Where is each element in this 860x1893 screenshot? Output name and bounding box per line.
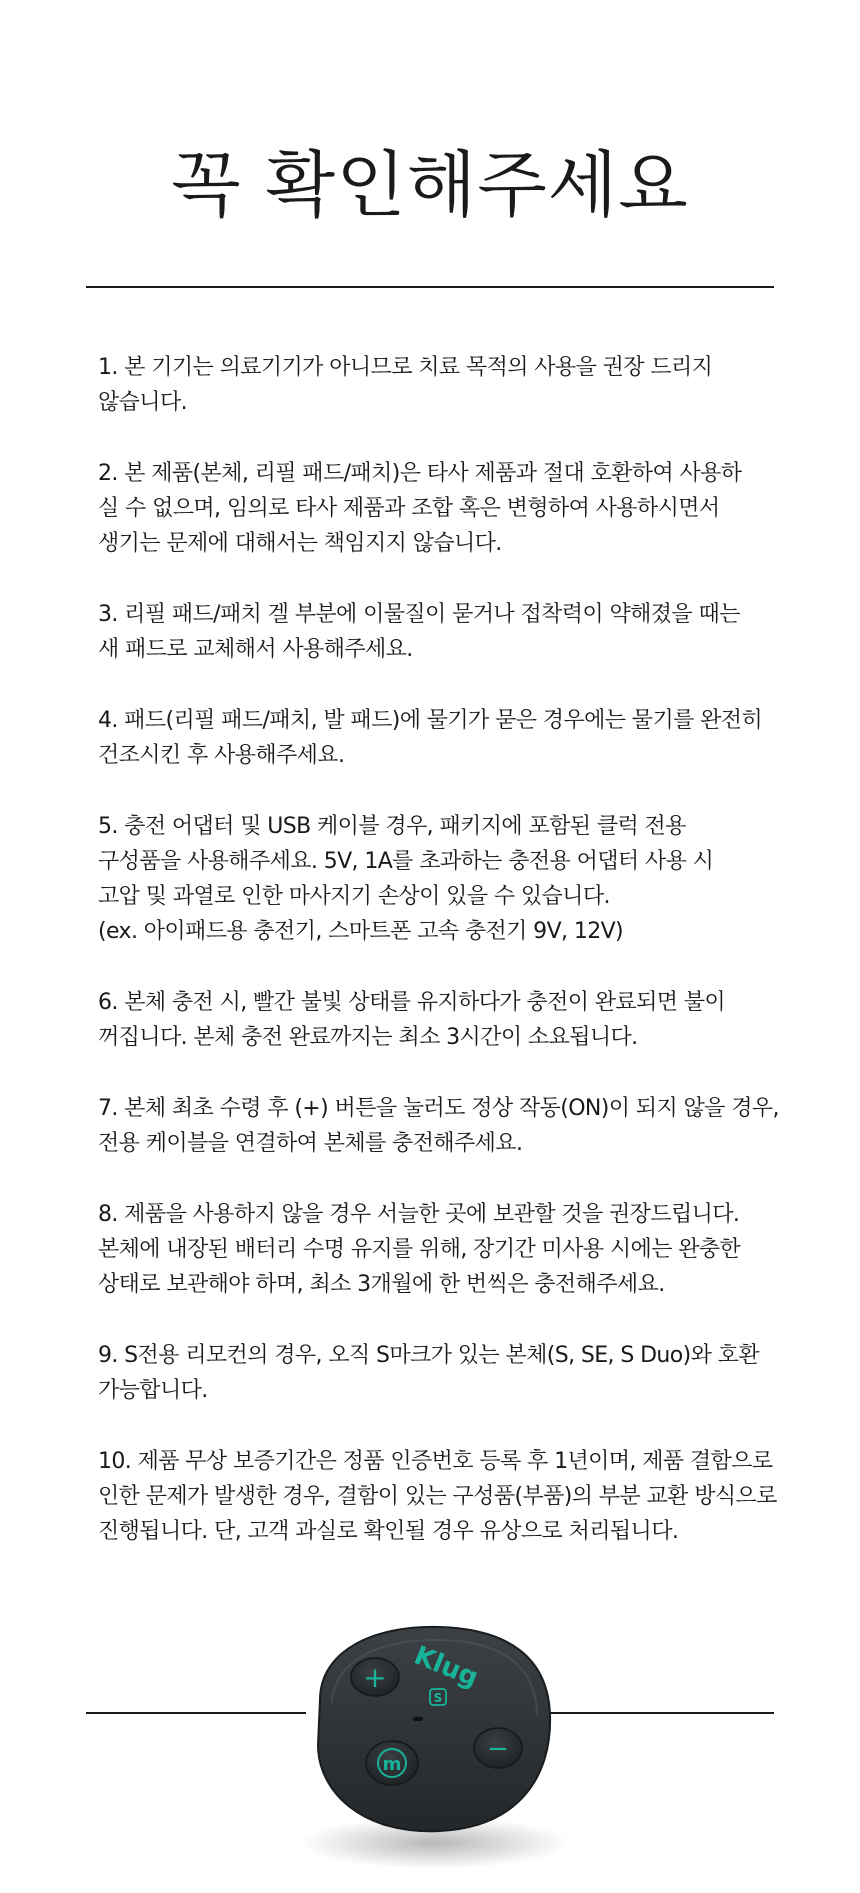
notice-item-4: 4. 패드(리필 패드/패치, 발 패드)에 물기가 묻은 경우에는 물기를 완전히 건조시킨 후 사용해주세요. bbox=[98, 708, 763, 768]
notice-item-9: 9. S전용 리모컨의 경우, 오직 S마크가 있는 본체(S, SE, S Duo)와 호환 가능합니다. bbox=[98, 1343, 759, 1403]
device-brand-logo: Klug bbox=[409, 1640, 483, 1694]
plus-button-label: + bbox=[363, 1661, 387, 1694]
bottom-divider-left bbox=[86, 1712, 306, 1714]
product-image-section bbox=[0, 1605, 860, 1893]
notice-list bbox=[98, 350, 810, 1585]
device-s-mark-label: S bbox=[433, 1691, 443, 1705]
notice-item-6: 6. 본체 충전 시, 빨간 불빛 상태를 유지하다가 충전이 완료되면 불이 꺼집니다. 본체 충전 완료까지는 최소 3시간이 소요됩니다. bbox=[98, 990, 726, 1050]
notice-item-2: 2. 본 제품(본체, 리필 패드/패치)은 타사 제품과 절대 호환하여 사용하 실 수 없으며, 임의로 타사 제품과 조합 혹은 변형하여 사용하시면서 생기는 문제에 대해서는 책임지지 않습니다. bbox=[98, 461, 742, 556]
notice-item-10: 10. 제품 무상 보증기간은 정품 인증번호 등록 후 1년이며, 제품 결함으로 인한 문제가 발생한 경우, 결함이 있는 구성품(부품)의 부분 교환 방식으로 진행됩니다. 단, 고객 과실로 확인될 경우 유상으로 처리됩니다. bbox=[98, 1449, 777, 1544]
page-title: 꼭 확인해주세요 bbox=[171, 143, 689, 227]
notice-item-1: 1. 본 기기는 의료기기가 아니므로 치료 목적의 사용을 권장 드리지 않습니다. bbox=[98, 355, 713, 415]
minus-button-label: − bbox=[487, 1734, 509, 1764]
plus-button bbox=[351, 1658, 399, 1696]
notice-item-3: 3. 리필 패드/패치 겔 부분에 이물질이 묻거나 접착력이 약해졌을 때는 새 패드로 교체해서 사용해주세요. bbox=[98, 602, 740, 662]
notice-item-7: 7. 본체 최초 수령 후 (+) 버튼을 눌러도 정상 작동(ON)이 되지 않을 경우, 전용 케이블을 연결하여 본체를 충전해주세요. bbox=[98, 1096, 779, 1156]
mode-button-label: m bbox=[382, 1754, 402, 1775]
title-divider bbox=[86, 286, 774, 288]
device-led bbox=[413, 1717, 423, 1721]
mode-button bbox=[366, 1741, 418, 1785]
massager-device-image bbox=[280, 1605, 580, 1875]
notice-item-8: 8. 제품을 사용하지 않을 경우 서늘한 곳에 보관할 것을 권장드립니다. 본체에 내장된 배터리 수명 유지를 위해, 장기간 미사용 시에는 완충한 상태로 보관해야 하며, 최소 3개월에 한 번씩은 충전해주세요. bbox=[98, 1202, 741, 1297]
minus-button bbox=[474, 1728, 522, 1768]
notice-item-5: 5. 충전 어댑터 및 USB 케이블 경우, 패키지에 포함된 클럭 전용 구성품을 사용해주세요. 5V, 1A를 초과하는 충전용 어댑터 사용 시 고압 및 과열로 인한 마사지기 손상이 있을 수 있습니다. (ex. 아이패드용 충전기, 스마트폰 고속 충전기 9V, 12V) bbox=[98, 814, 714, 944]
